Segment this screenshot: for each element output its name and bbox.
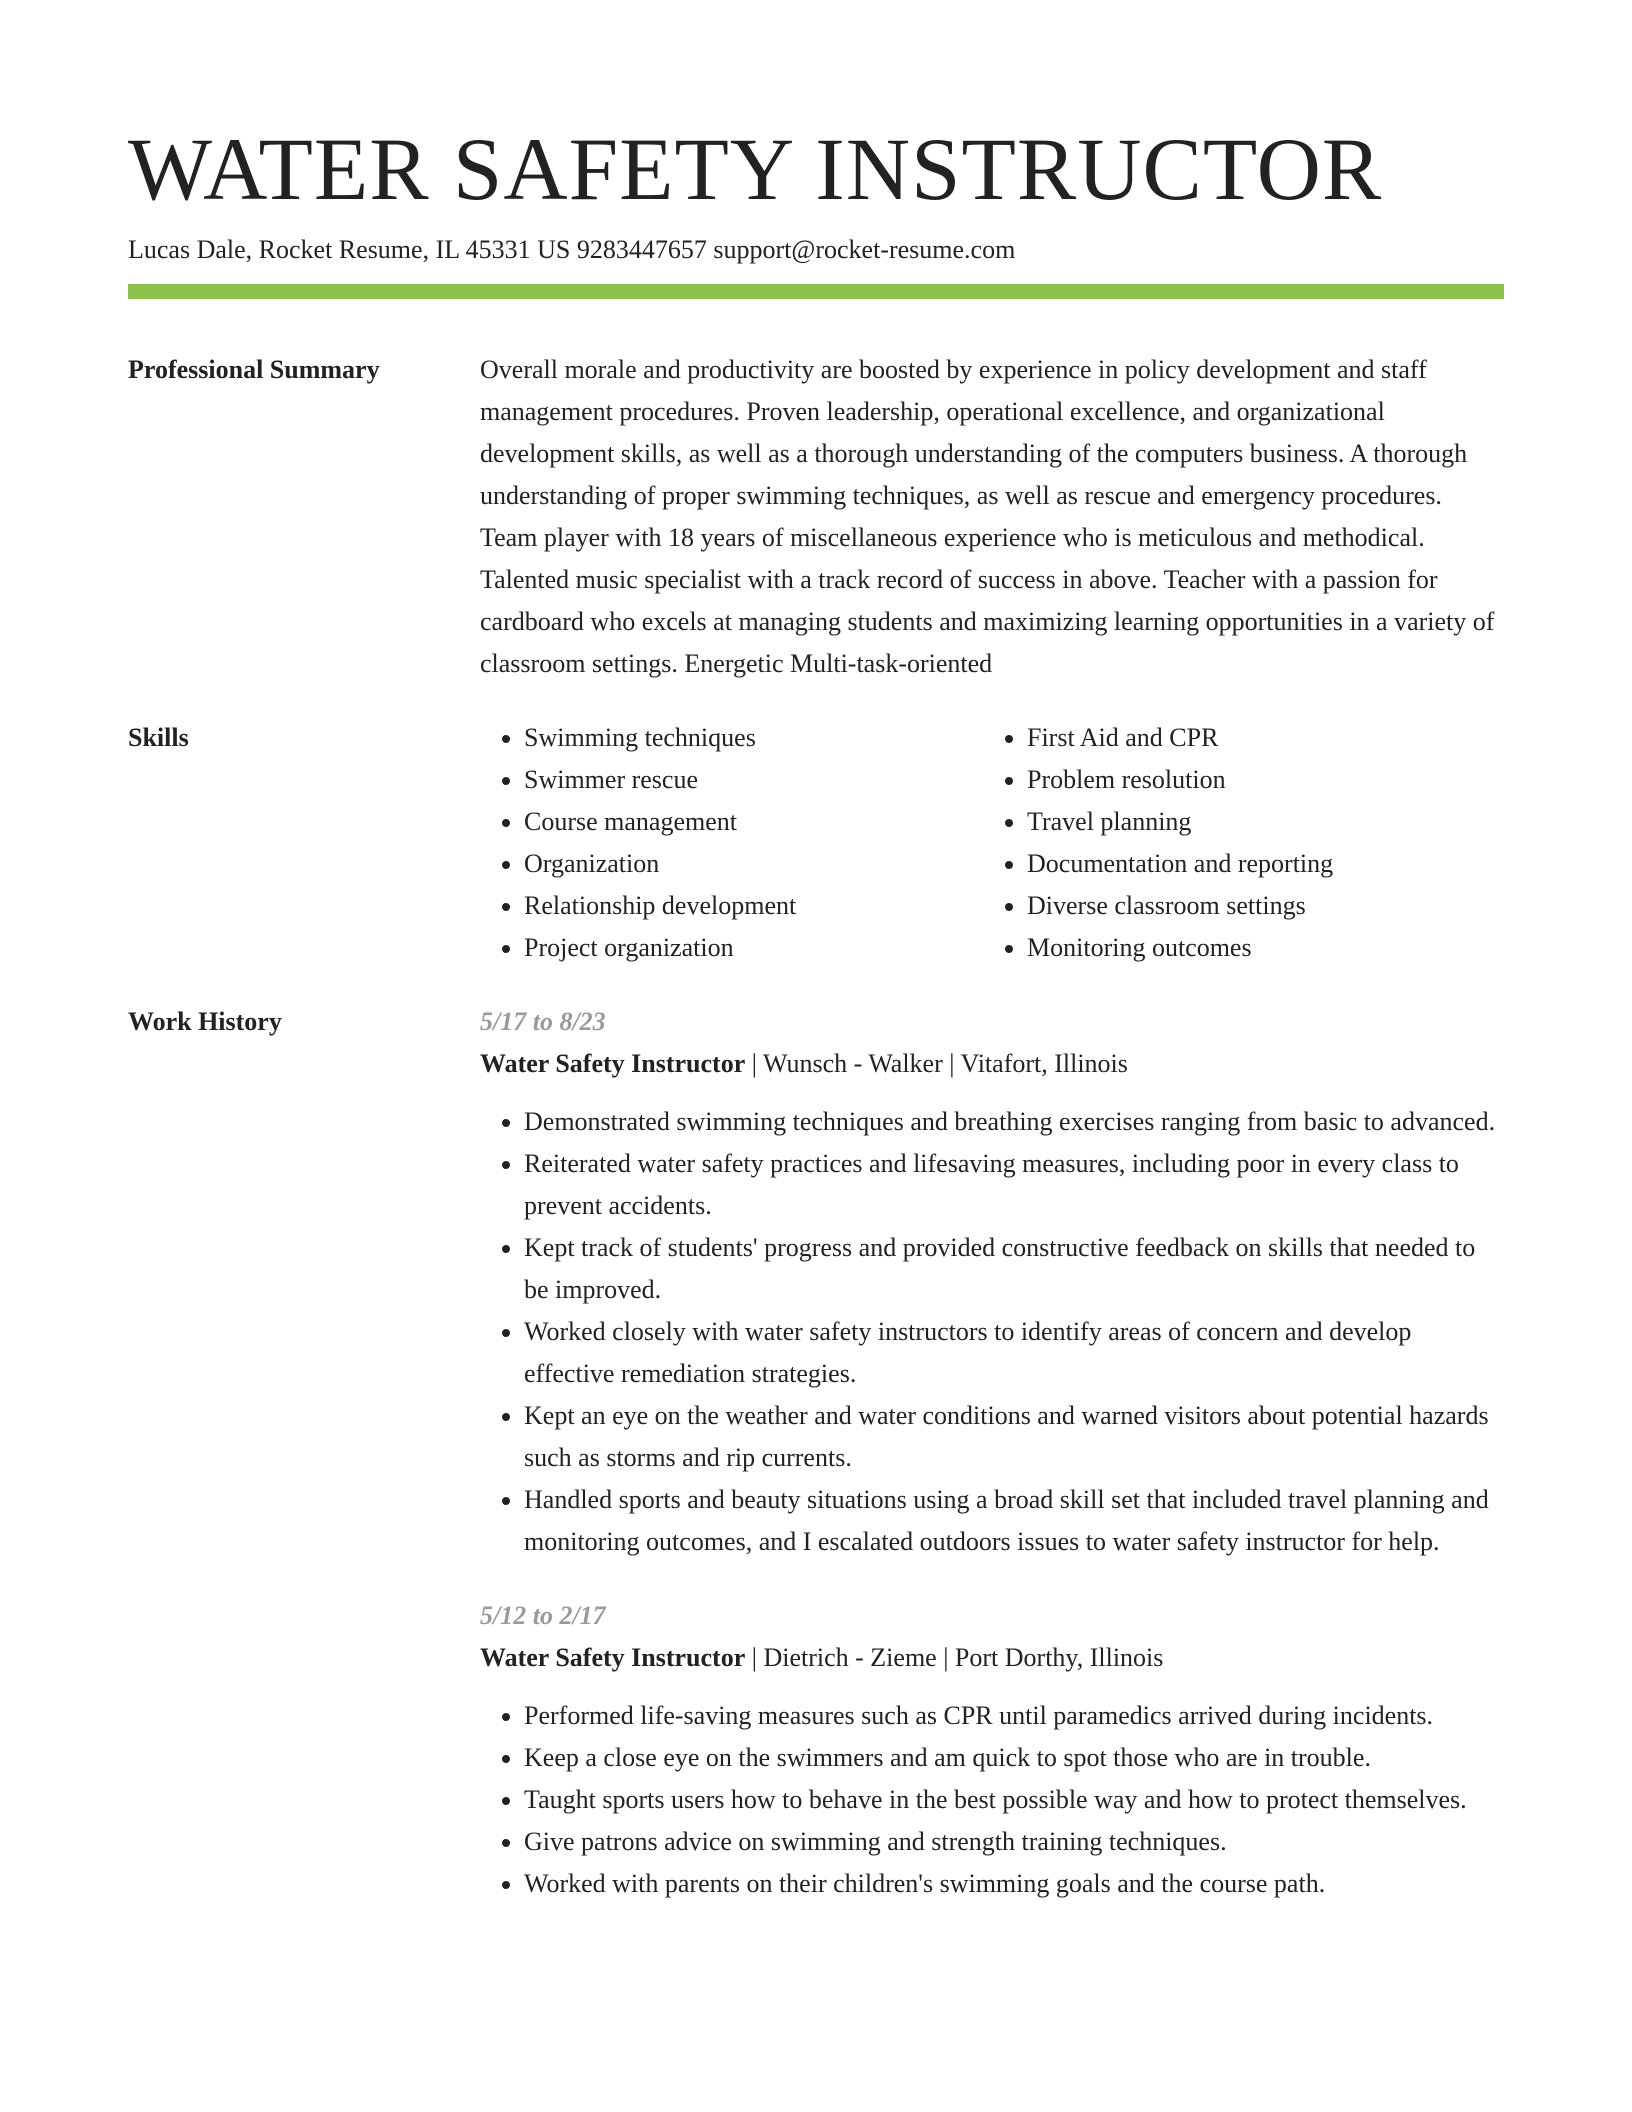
job-entry (480, 1595, 1504, 1905)
skill-item: • First Aid and CPR (1027, 717, 1486, 759)
skill-item: • Diverse classroom settings (1027, 885, 1486, 927)
job-title: Water Safety Instructor (480, 1643, 746, 1672)
job-heading (480, 1043, 1504, 1085)
job-dates: 5/17 to 8/23 (480, 1007, 606, 1036)
job-heading (480, 1637, 1504, 1679)
job-details: | Dietrich - Zieme | Port Dorthy, Illinois (745, 1643, 1164, 1672)
header-divider (128, 284, 1504, 299)
duty-item: • Handled sports and beauty situations using a broad skill set that included travel planning and monitoring outcomes, and I escalated outdoors issues to water safety instructor for help. (524, 1479, 1504, 1563)
job-duties-list (480, 1695, 1504, 1905)
skill-item: • Swimming techniques (524, 717, 983, 759)
skill-item: • Problem resolution (1027, 759, 1486, 801)
skills-list-right (983, 717, 1486, 969)
duty-item: • Keep a close eye on the swimmers and am quick to spot those who are in trouble. (524, 1737, 1504, 1779)
duty-item: • Performed life-saving measures such as CPR until paramedics arrived during incidents. (524, 1695, 1504, 1737)
skill-item: • Swimmer rescue (524, 759, 983, 801)
skill-item: • Relationship development (524, 885, 983, 927)
work-history-section (128, 1001, 1504, 1905)
job-dates: 5/12 to 2/17 (480, 1601, 606, 1630)
job-duties-list (480, 1101, 1504, 1563)
section-label-skills: Skills (128, 723, 189, 752)
skills-columns (480, 717, 1504, 969)
duty-item: • Give patrons advice on swimming and strength training techniques. (524, 1821, 1504, 1863)
work-body (480, 1001, 1504, 1905)
skill-item: • Organization (524, 843, 983, 885)
duty-item: • Demonstrated swimming techniques and breathing exercises ranging from basic to advanced. (524, 1101, 1504, 1143)
skills-list-left (480, 717, 983, 969)
skills-section (128, 717, 1504, 969)
duty-item: • Kept an eye on the weather and water conditions and warned visitors about potential hazards such as storms and rip currents. (524, 1395, 1504, 1479)
skill-item: • Monitoring outcomes (1027, 927, 1486, 969)
professional-summary-section (128, 349, 1504, 685)
duty-item: • Worked closely with water safety instructors to identify areas of concern and develop effective remediation strategies. (524, 1311, 1504, 1395)
job-title: Water Safety Instructor (480, 1049, 746, 1078)
duty-item: • Taught sports users how to behave in the best possible way and how to protect themselves. (524, 1779, 1504, 1821)
skill-item: • Travel planning (1027, 801, 1486, 843)
duty-item: • Kept track of students' progress and provided constructive feedback on skills that needed to be improved. (524, 1227, 1504, 1311)
section-label-summary: Professional Summary (128, 355, 380, 384)
skill-item: • Documentation and reporting (1027, 843, 1486, 885)
section-label-work: Work History (128, 1007, 282, 1036)
summary-body (480, 349, 1504, 685)
job-entry (480, 1001, 1504, 1563)
skill-item: • Course management (524, 801, 983, 843)
duty-item: • Reiterated water safety practices and lifesaving measures, including poor in every class to prevent accidents. (524, 1143, 1504, 1227)
skill-item: • Project organization (524, 927, 983, 969)
summary-text: Overall morale and productivity are boosted by experience in policy development and staff management procedures. Proven leadership, operational excellence, and organizational development skills, as well as a thorough understanding of the computers business. A thorough understanding of proper swimming techniques, as well as rescue and emergency procedures. Team player with 18 years of miscellaneous experience who is meticulous and methodical. Talented music specialist with a track record of success in above. Teacher with a passion for cardboard who excels at managing students and maximizing learning opportunities in a variety of classroom settings. Energetic Multi-task-oriented (480, 355, 1495, 678)
resume-header (128, 118, 1504, 299)
job-details: | Wunsch - Walker | Vitafort, Illinois (745, 1049, 1128, 1078)
contact-info: Lucas Dale, Rocket Resume, IL 45331 US 9283447657 support@rocket-resume.com (128, 235, 1016, 264)
resume-title: WATER SAFETY INSTRUCTOR (128, 121, 1383, 219)
duty-item: • Worked with parents on their children's swimming goals and the course path. (524, 1863, 1504, 1905)
